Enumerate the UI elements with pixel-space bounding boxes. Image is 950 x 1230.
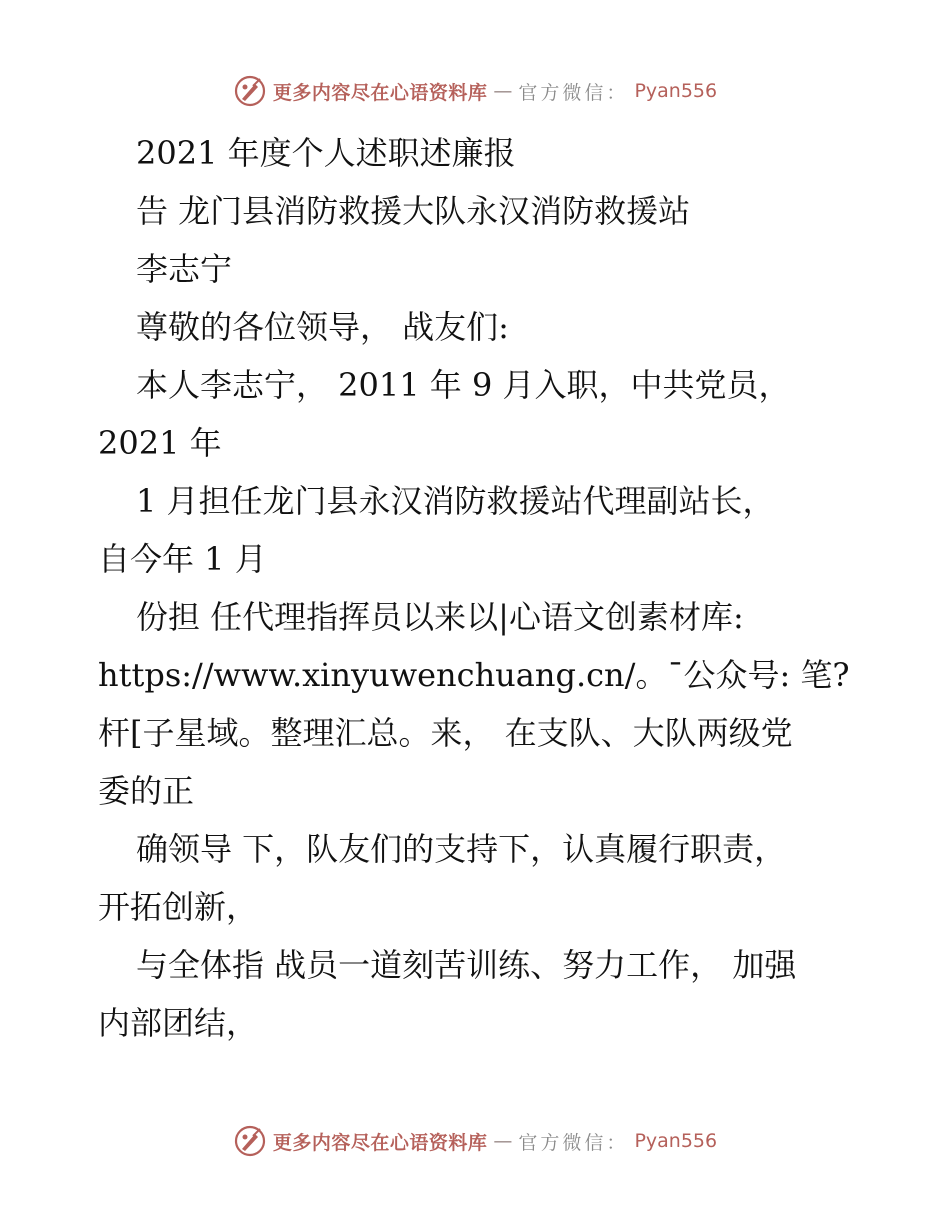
text-line: 委的正 [98, 772, 195, 810]
text-line: 内部团结， [98, 1004, 259, 1042]
text-line: 与全体指 战员一道刻苦训练、努力工作， 加强 [136, 946, 797, 984]
text-line: 2021 年度个人述职述廉报 [136, 134, 516, 172]
text-line: 开拓创新， [98, 888, 259, 926]
text-line: 1 月担任龙门县永汉消防救援站代理副站长， [136, 482, 775, 520]
watermark-label: 官方微信： [518, 1131, 629, 1154]
watermark-dash: — [493, 80, 513, 102]
text-line: 确领导 下，队友们的支持下，认真履行职责， [136, 830, 787, 868]
text-line: 份担 任代理指挥员以来以|心语文创素材库: [136, 598, 744, 636]
quill-pen-logo-icon [233, 1124, 267, 1158]
quill-pen-logo-icon [233, 74, 267, 108]
footer-watermark [0, 1124, 950, 1158]
text-line: https://www.xinyuwenchuang.cn/。¯公众号: 笔? [98, 656, 850, 694]
text-line: 杆[子星域。整理汇总。来， 在支队、大队两级党 [98, 714, 793, 752]
text-line: 尊敬的各位领导， 战友们: [136, 308, 509, 346]
text-line: 2021 年 [98, 424, 222, 462]
text-line: 告 龙门县消防救援大队永汉消防救援站 [136, 192, 691, 230]
document-body [98, 124, 858, 1052]
watermark-text: 更多内容尽在心语资料库 [272, 1131, 488, 1154]
text-line: 本人李志宁， 2011 年 9 月入职，中共党员， [136, 366, 791, 404]
watermark-label: 官方微信： [518, 81, 629, 104]
text-line: 自今年 1 月 [98, 540, 267, 578]
watermark-wechat-id: Pyan556 [634, 1130, 718, 1152]
watermark-text: 更多内容尽在心语资料库 [272, 81, 488, 104]
watermark-wechat-id: Pyan556 [634, 80, 718, 102]
watermark-dash: — [493, 1130, 513, 1152]
text-line: 李志宁 [136, 250, 233, 288]
header-watermark [0, 74, 950, 108]
